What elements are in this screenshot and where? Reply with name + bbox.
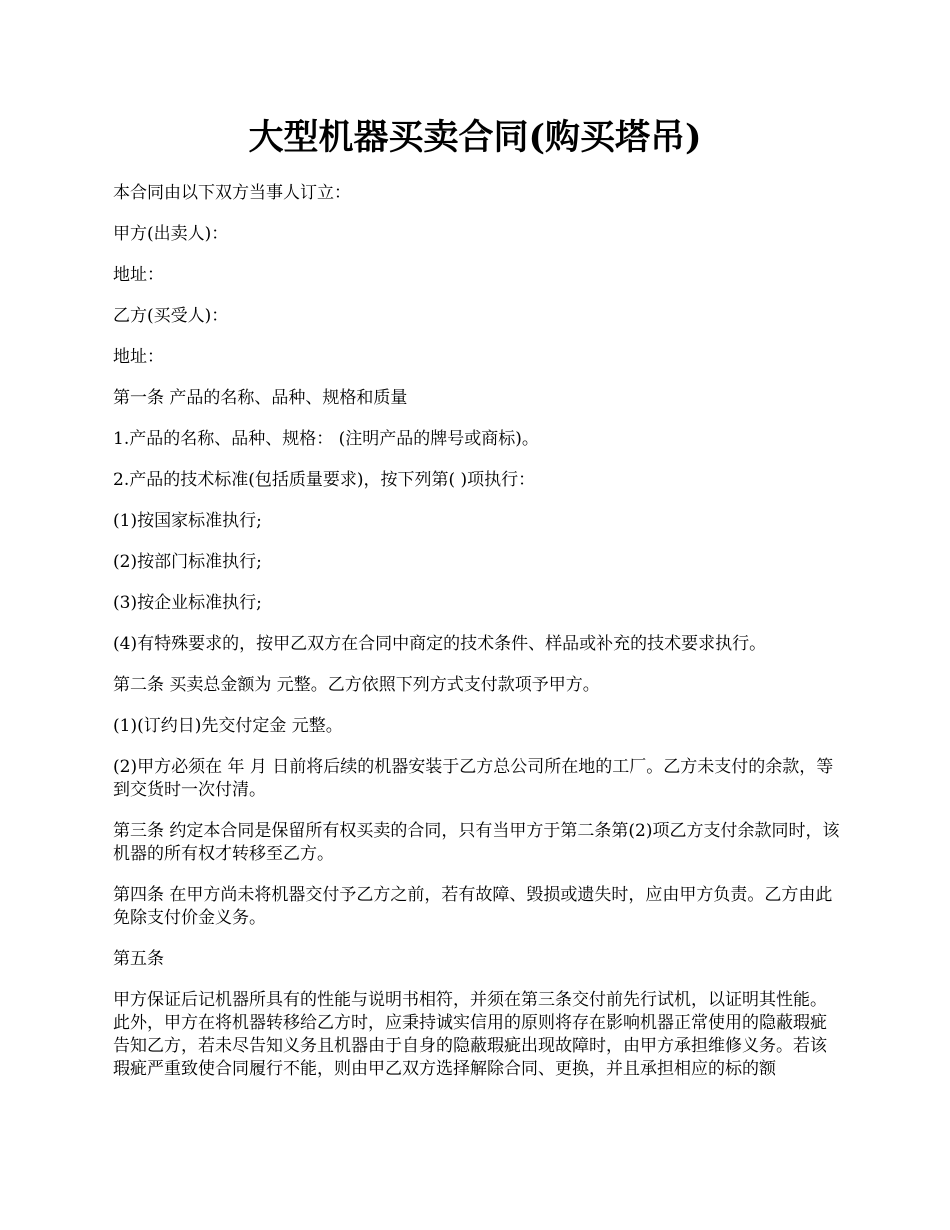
paragraph-article-5-heading: 第五条 bbox=[113, 949, 164, 969]
paragraph-party-b-address: 地址： bbox=[113, 347, 164, 367]
paragraph-article-1-item-2: 2.产品的技术标准(包括质量要求)，按下列第( )项执行： bbox=[113, 470, 536, 490]
paragraph-standard-special: (4)有特殊要求的，按甲乙双方在合同中商定的技术条件、样品或补充的技术要求执行。 bbox=[113, 634, 767, 654]
paragraph-article-2: 第二条 买卖总金额为 元整。乙方依照下列方式支付款项予甲方。 bbox=[113, 675, 600, 695]
paragraph-article-4: 第四条 在甲方尚未将机器交付予乙方之前，若有故障、毁损或遗失时，应由甲方负责。乙方由此免除支付价金义务。 bbox=[113, 885, 833, 928]
paragraph-article-2-deposit: (1)(订约日)先交付定金 元整。 bbox=[113, 716, 343, 736]
paragraph-party-b: 乙方(买受人)： bbox=[113, 306, 229, 326]
paragraph-article-5-body: 甲方保证后记机器所具有的性能与说明书相符，并须在第三条交付前先行试机，以证明其性能。此外，甲方在将机器转移给乙方时，应秉持诚实信用的原则将存在影响机器正常使用的隐蔽瑕疵告知乙方，若未尽告知义务且机器由于自身的隐蔽瑕疵出现故障时，由甲方承担维修义务。若该瑕疵严重致使合同履行不能，则由甲乙双方选择解除合同、更换，并且承担相应的标的额 bbox=[113, 990, 827, 1079]
paragraph-article-1-heading: 第一条 产品的名称、品种、规格和质量 bbox=[113, 388, 408, 408]
paragraph-parties-intro: 本合同由以下双方当事人订立： bbox=[113, 183, 351, 203]
paragraph-standard-department: (2)按部门标准执行; bbox=[113, 552, 262, 572]
paragraph-standard-enterprise: (3)按企业标准执行; bbox=[113, 593, 262, 613]
paragraph-article-2-balance: (2)甲方必须在 年 月 日前将后续的机器安装于乙方总公司所在地的工厂。乙方未支付的余款，等到交货时一次付清。 bbox=[113, 757, 834, 800]
paragraph-standard-national: (1)按国家标准执行; bbox=[113, 511, 262, 531]
paragraph-article-1-item-1: 1.产品的名称、品种、规格： (注明产品的牌号或商标)。 bbox=[113, 429, 539, 449]
document-title: 大型机器买卖合同(购买塔吊) bbox=[248, 117, 702, 158]
paragraph-party-a-address: 地址： bbox=[113, 265, 164, 285]
paragraph-article-3: 第三条 约定本合同是保留所有权买卖的合同，只有当甲方于第二条第(2)项乙方支付余款同时，该机器的所有权才转移至乙方。 bbox=[113, 821, 840, 864]
paragraph-party-a: 甲方(出卖人)： bbox=[113, 224, 229, 244]
document-body bbox=[113, 182, 840, 1099]
